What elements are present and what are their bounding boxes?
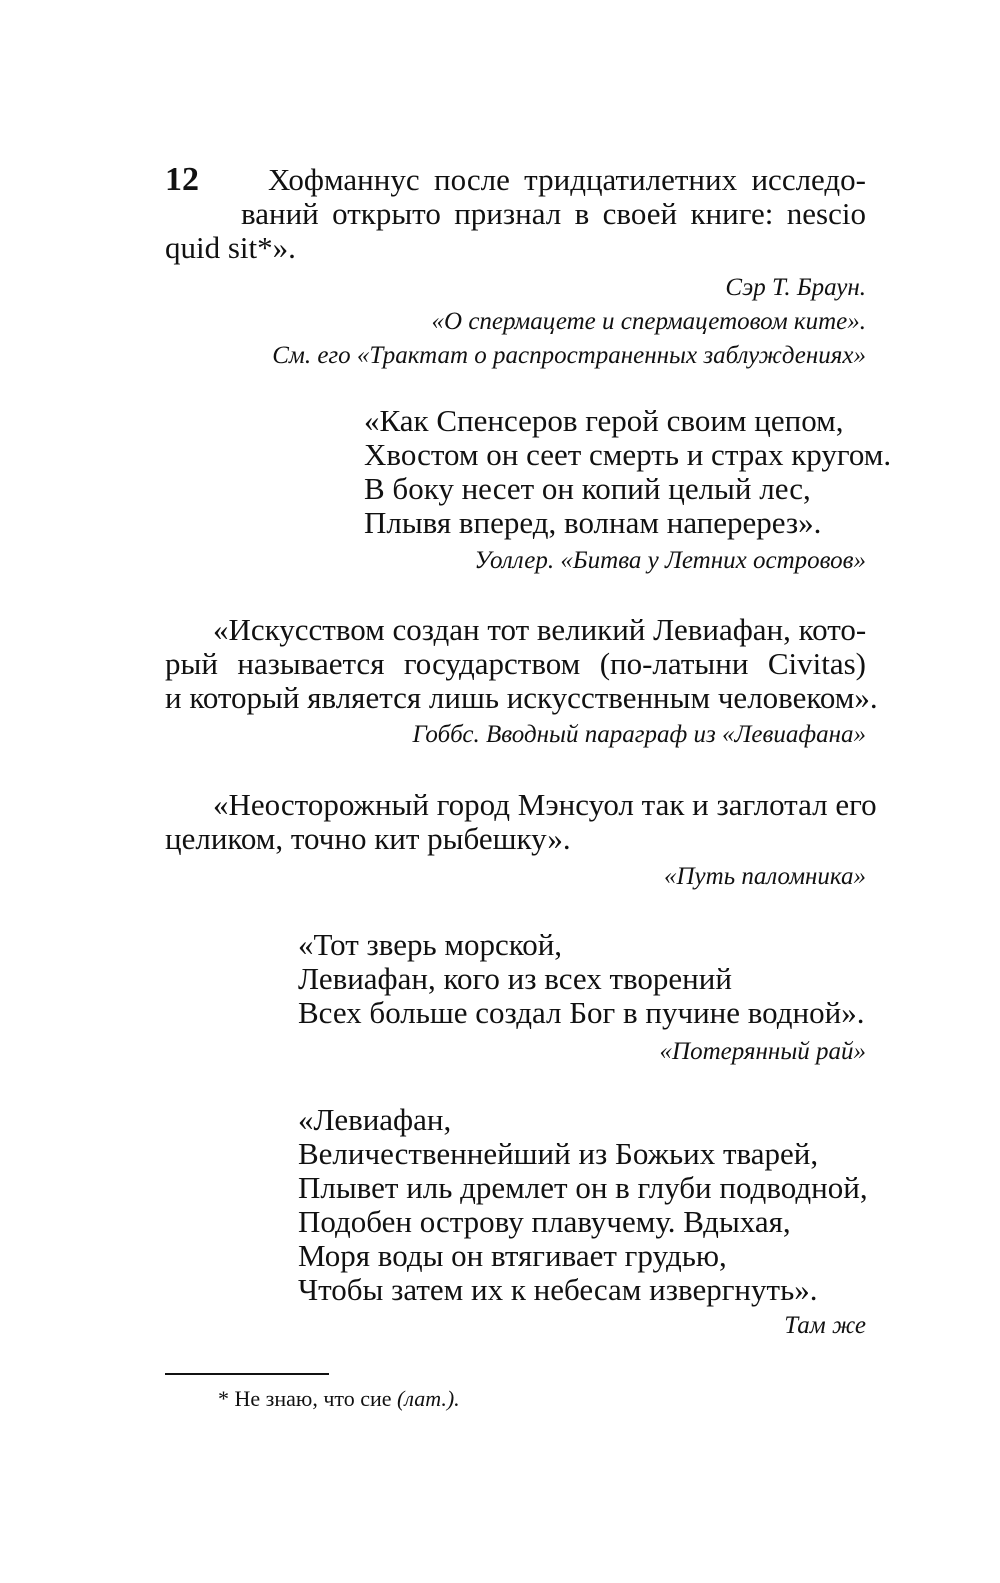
attribution-line: Там же (784, 1312, 866, 1339)
paragraph-line: и который является лишь искусственным человеком». (165, 680, 878, 715)
intro-line: ваний открыто признал в своей книге: nescio (241, 196, 866, 231)
page-number: 12 (165, 161, 199, 198)
footnote-rule (165, 1373, 329, 1375)
intro-line: quid sit*». (165, 230, 296, 265)
attribution-line: См. его «Трактат о распространенных заблуждениях» (272, 342, 866, 369)
verse-line: «Как Спенсеров герой своим цепом, (364, 403, 844, 438)
paragraph-line: рый называется государством (по-латыни Civitas) (165, 646, 866, 681)
footnote (218, 1385, 460, 1413)
verse-line: В боку несет он копий целый лес, (364, 471, 811, 506)
verse-line: Моря воды он втягивает грудью, (298, 1238, 727, 1273)
verse-line: «Левиафан, (298, 1102, 452, 1137)
attribution-line: Гоббс. Вводный параграф из «Левиафана» (412, 721, 866, 748)
verse-line: Плывя вперед, волнам наперерез». (364, 505, 822, 540)
verse-line: Хвостом он сеет смерть и страх кругом. (364, 437, 892, 472)
verse-line: Левиафан, кого из всех творений (298, 961, 732, 996)
verse-line: «Тот зверь морской, (298, 927, 563, 962)
paragraph-line: целиком, точно кит рыбешку». (165, 821, 571, 856)
verse-line: Чтобы затем их к небесам извергнуть». (298, 1272, 818, 1307)
attribution-line: Уоллер. «Битва у Летних островов» (474, 547, 866, 574)
attribution-line: «О спермацете и спермацетовом ките». (431, 308, 866, 335)
attribution-line: Сэр Т. Браун. (725, 274, 866, 301)
verse-line: Величественнейший из Божьих тварей, (298, 1136, 819, 1171)
verse-line: Всех больше создал Бог в пучине водной». (298, 995, 865, 1030)
verse-line: Подобен острову плавучему. Вдыхая, (298, 1204, 791, 1239)
paragraph-line: «Неосторожный город Мэнсуол так и заглотал его (213, 787, 877, 822)
attribution-line: «Путь паломника» (663, 863, 866, 890)
verse-line: Плывет иль дремлет он в глуби подводной, (298, 1170, 868, 1205)
intro-line: Хофманнус после тридцатилетних исследо- (268, 162, 866, 197)
attribution-line: «Потерянный рай» (659, 1038, 866, 1065)
footnote-note: (лат.). (397, 1386, 460, 1411)
paragraph-line: «Искусством создан тот великий Левиафан, кото- (213, 612, 867, 647)
footnote-text: * Не знаю, что сие (218, 1386, 392, 1411)
